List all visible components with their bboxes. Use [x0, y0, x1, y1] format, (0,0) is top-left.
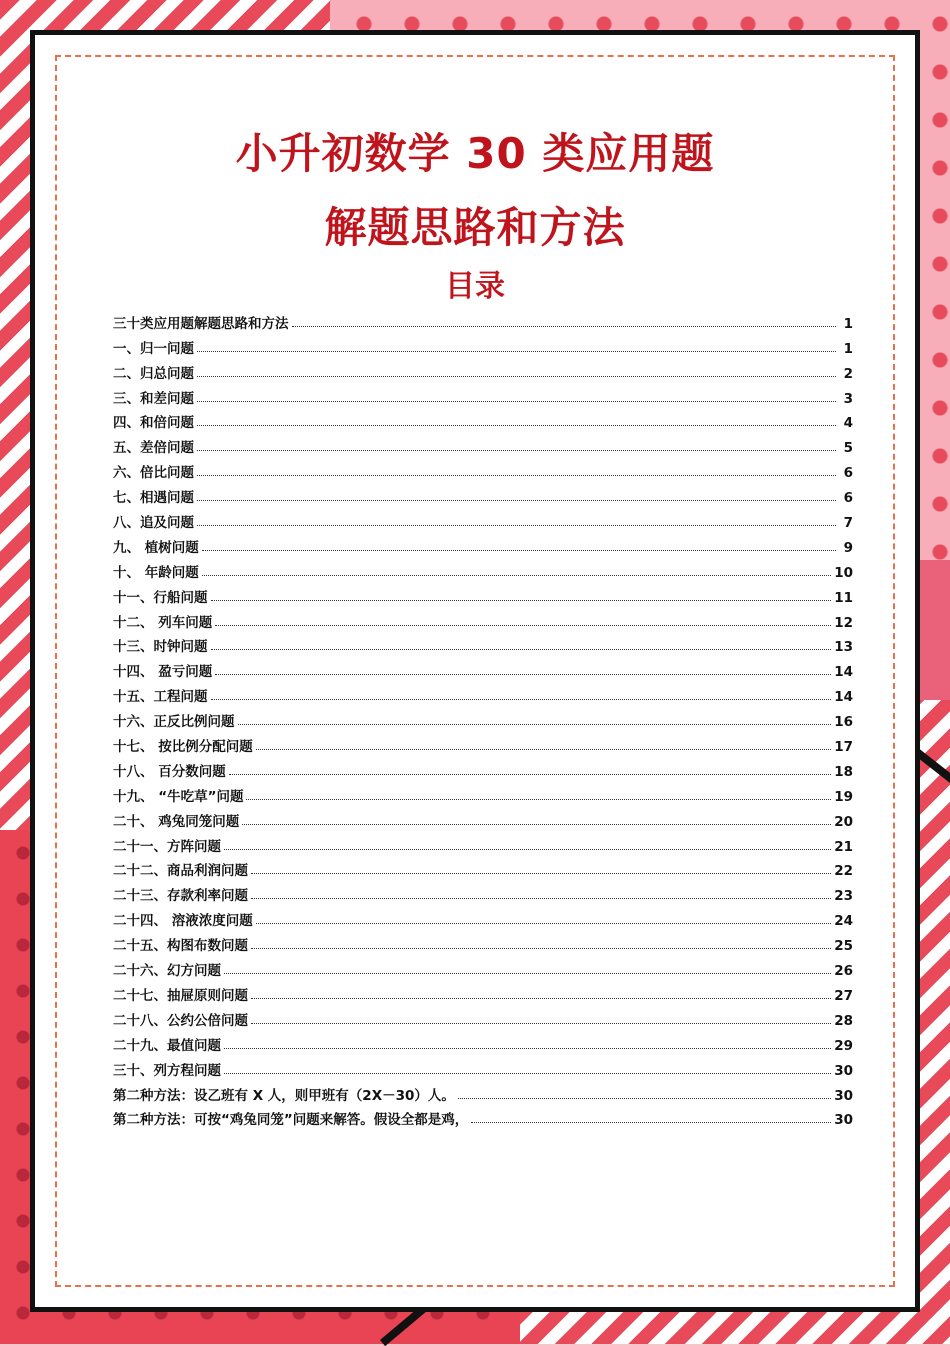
toc-entry[interactable]: [113, 929, 853, 954]
toc-entry[interactable]: [113, 631, 853, 656]
toc-entry[interactable]: [113, 382, 853, 407]
toc-entry[interactable]: [113, 357, 853, 382]
toc-dot-leader: [458, 1098, 831, 1099]
toc-entry[interactable]: [113, 556, 853, 581]
toc-entry[interactable]: [113, 1104, 853, 1129]
toc-dot-leader: [224, 849, 831, 850]
toc-heading: 目录: [445, 269, 505, 304]
toc-entry-page: 13: [834, 639, 853, 656]
toc-dot-leader: [197, 450, 836, 451]
toc-dot-leader: [224, 1073, 831, 1074]
toc-dot-leader: [197, 401, 836, 402]
toc-dot-leader: [292, 326, 837, 327]
toc-dot-leader: [251, 873, 831, 874]
toc-entry[interactable]: [113, 954, 853, 979]
toc-entry-title: 五、差倍问题: [113, 440, 194, 457]
toc-entry-page: 23: [834, 888, 853, 905]
toc-entry[interactable]: [113, 332, 853, 357]
toc-dot-leader: [197, 525, 836, 526]
table-of-contents: [113, 307, 853, 1128]
toc-entry-page: 28: [834, 1012, 853, 1029]
toc-entry[interactable]: [113, 531, 853, 556]
toc-entry[interactable]: [113, 879, 853, 904]
toc-entry-page: 30: [834, 1062, 853, 1079]
toc-entry[interactable]: [113, 1029, 853, 1054]
toc-entry-page: 29: [834, 1037, 853, 1054]
toc-entry-page: 1: [843, 315, 853, 332]
toc-entry-page: 18: [834, 763, 853, 780]
toc-entry[interactable]: [113, 431, 853, 456]
toc-entry-title: 二十五、构图布数问题: [113, 938, 248, 955]
toc-dot-leader: [215, 625, 831, 626]
toc-entry-page: 11: [834, 589, 853, 606]
toc-entry-title: 十五、工程问题: [113, 689, 208, 706]
toc-entry[interactable]: [113, 655, 853, 680]
toc-entry-title: 二十、 鸡兔同笼问题: [113, 813, 240, 830]
toc-entry-title: 八、追及问题: [113, 515, 194, 532]
toc-dot-leader: [215, 674, 831, 675]
toc-entry[interactable]: [113, 506, 853, 531]
title-line-2: 解题思路和方法: [324, 203, 626, 252]
toc-dot-leader: [202, 575, 832, 576]
toc-entry-title: 二十一、方阵问题: [113, 838, 221, 855]
toc-entry-page: 2: [843, 365, 853, 382]
toc-dot-leader: [251, 898, 831, 899]
toc-entry-page: 21: [834, 838, 853, 855]
toc-entry[interactable]: [113, 979, 853, 1004]
toc-entry-page: 3: [843, 390, 853, 407]
toc-entry-title: 十九、 “牛吃草”问题: [113, 788, 244, 805]
toc-entry-page: 9: [843, 539, 853, 556]
toc-entry[interactable]: [113, 307, 853, 332]
toc-dot-leader: [197, 425, 836, 426]
toc-entry-page: 16: [834, 714, 853, 731]
toc-entry-page: 7: [843, 515, 853, 532]
toc-entry-title: 第二种方法：设乙班有 X 人，则甲班有（2X－30）人。: [113, 1087, 455, 1104]
toc-entry-page: 6: [843, 490, 853, 507]
toc-dot-leader: [238, 724, 832, 725]
toc-dot-leader: [211, 600, 832, 601]
toc-entry-title: 一、归一问题: [113, 340, 194, 357]
toc-entry-title: 十二、 列车问题: [113, 614, 213, 631]
toc-dot-leader: [202, 550, 836, 551]
toc-entry-title: 十一、行船问题: [113, 589, 208, 606]
toc-dot-leader: [251, 948, 831, 949]
toc-entry-title: 二十六、幻方问题: [113, 963, 221, 980]
toc-entry[interactable]: [113, 606, 853, 631]
toc-entry-title: 二十八、公约公倍问题: [113, 1012, 248, 1029]
toc-entry[interactable]: [113, 481, 853, 506]
toc-entry[interactable]: [113, 855, 853, 880]
toc-dot-leader: [242, 824, 831, 825]
toc-entry-title: 三、和差问题: [113, 390, 194, 407]
toc-dot-leader: [197, 500, 836, 501]
toc-entry[interactable]: [113, 581, 853, 606]
toc-dot-leader: [224, 973, 831, 974]
toc-entry[interactable]: [113, 730, 853, 755]
toc-dot-leader: [256, 749, 832, 750]
toc-entry-title: 六、倍比问题: [113, 465, 194, 482]
toc-entry[interactable]: [113, 805, 853, 830]
toc-entry[interactable]: [113, 407, 853, 432]
toc-entry[interactable]: [113, 680, 853, 705]
toc-entry-page: 4: [843, 415, 853, 432]
toc-entry-title: 十七、 按比例分配问题: [113, 739, 253, 756]
toc-entry[interactable]: [113, 705, 853, 730]
toc-entry-page: 24: [834, 913, 853, 930]
toc-entry-title: 三十类应用题解题思路和方法: [113, 315, 289, 332]
document-page: [30, 30, 920, 1312]
toc-entry-title: 十、 年龄问题: [113, 564, 199, 581]
toc-entry-page: 14: [834, 664, 853, 681]
toc-entry-title: 十四、 盈亏问题: [113, 664, 213, 681]
toc-entry-page: 14: [834, 689, 853, 706]
toc-dot-leader: [197, 376, 836, 377]
toc-entry-title: 四、和倍问题: [113, 415, 194, 432]
toc-entry-title: 十三、时钟问题: [113, 639, 208, 656]
toc-dot-leader: [224, 1048, 831, 1049]
title-line-1: 小升初数学 30 类应用题: [235, 129, 715, 178]
toc-entry[interactable]: [113, 456, 853, 481]
toc-dot-leader: [251, 998, 831, 999]
toc-entry-title: 三十、列方程问题: [113, 1062, 221, 1079]
toc-entry-title: 二十七、抽屉原则问题: [113, 987, 248, 1004]
toc-dot-leader: [211, 649, 832, 650]
toc-dot-leader: [251, 1023, 831, 1024]
toc-dot-leader: [229, 774, 832, 775]
toc-entry-page: 30: [834, 1112, 853, 1129]
toc-dot-leader: [197, 475, 836, 476]
toc-entry-title: 第二种方法：可按“鸡兔同笼”问题来解答。假设全都是鸡，: [113, 1112, 469, 1129]
toc-dot-leader: [197, 351, 836, 352]
toc-entry-page: 6: [843, 465, 853, 482]
toc-entry-page: 26: [834, 963, 853, 980]
toc-entry-title: 二十四、 溶液浓度问题: [113, 913, 253, 930]
toc-entry-page: 17: [834, 739, 853, 756]
toc-dot-leader: [471, 1122, 831, 1123]
toc-entry-title: 二十二、商品利润问题: [113, 863, 248, 880]
toc-dot-leader: [246, 799, 831, 800]
toc-entry-title: 二、归总问题: [113, 365, 194, 382]
toc-dot-leader: [211, 699, 832, 700]
toc-entry-page: 27: [834, 987, 853, 1004]
toc-entry[interactable]: [113, 1079, 853, 1104]
toc-entry[interactable]: [113, 755, 853, 780]
toc-entry-title: 二十九、最值问题: [113, 1037, 221, 1054]
toc-entry-page: 12: [834, 614, 853, 631]
toc-entry-page: 20: [834, 813, 853, 830]
toc-entry[interactable]: [113, 780, 853, 805]
toc-entry[interactable]: [113, 1004, 853, 1029]
toc-entry-page: 30: [834, 1087, 853, 1104]
toc-entry-title: 七、相遇问题: [113, 490, 194, 507]
toc-entry-title: 十六、正反比例问题: [113, 714, 235, 731]
toc-entry[interactable]: [113, 1054, 853, 1079]
toc-entry-page: 22: [834, 863, 853, 880]
toc-entry[interactable]: [113, 904, 853, 929]
toc-entry[interactable]: [113, 830, 853, 855]
toc-entry-page: 1: [843, 340, 853, 357]
toc-dot-leader: [256, 923, 832, 924]
toc-entry-title: 二十三、存款利率问题: [113, 888, 248, 905]
toc-entry-page: 25: [834, 938, 853, 955]
toc-entry-title: 九、 植树问题: [113, 539, 199, 556]
toc-entry-title: 十八、 百分数问题: [113, 763, 226, 780]
toc-entry-page: 10: [834, 564, 853, 581]
toc-entry-page: 19: [834, 788, 853, 805]
toc-entry-page: 5: [843, 440, 853, 457]
